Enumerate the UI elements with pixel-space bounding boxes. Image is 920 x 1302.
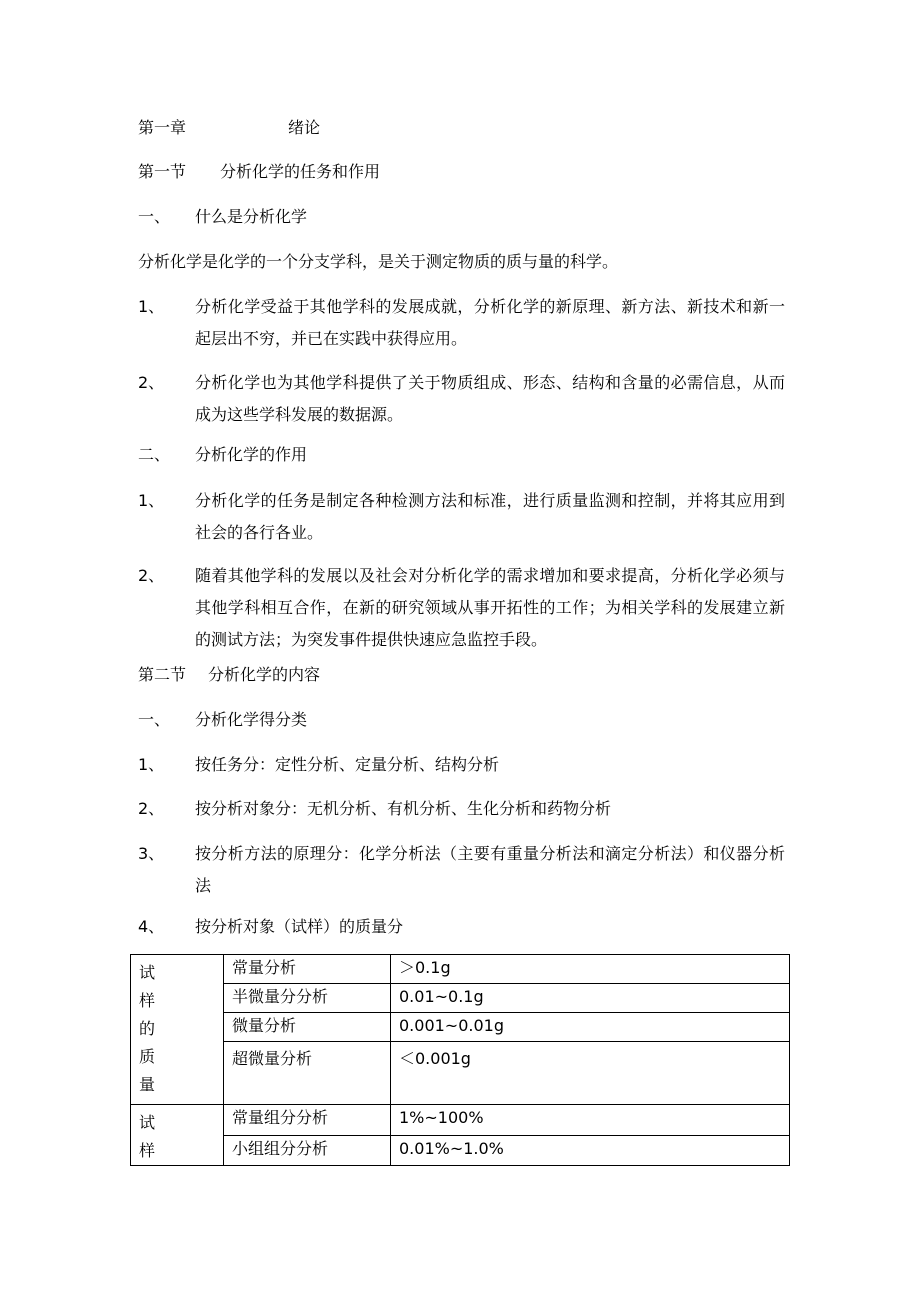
table-cell-name: 超微量分析 (224, 1042, 391, 1105)
table-cell-name: 小组组分分析 (224, 1135, 391, 1166)
table-cell-value: 0.001~0.01g (391, 1013, 790, 1042)
section-2-heading (138, 664, 320, 686)
side-char: 试 (139, 963, 156, 982)
point-1-2-num: 2、 (138, 373, 165, 392)
table-row (131, 1135, 790, 1166)
class-item-4-num: 4、 (138, 917, 165, 936)
section-2-sub-1-num: 一、 (138, 710, 171, 729)
table-cell-value: 0.01%~1.0% (391, 1135, 790, 1166)
point-2-1-num: 1、 (138, 491, 165, 510)
point-2-2-num: 2、 (138, 566, 165, 585)
point-1-1-num: 1、 (138, 297, 165, 316)
table-cell-name: 半微量分分析 (224, 984, 391, 1013)
section-1-heading (138, 161, 380, 183)
table-cell-name: 常量组分分析 (224, 1105, 391, 1136)
section-2-label: 第二节 (138, 665, 187, 684)
table-row (131, 1042, 790, 1105)
section-1-sub-1-num: 一、 (138, 207, 171, 226)
section-2-sub-1-title: 分析化学得分类 (195, 710, 308, 729)
section-1-label: 第一节 (138, 162, 187, 181)
side-char: 量 (139, 1075, 156, 1094)
table-cell-value: ＞0.1g (391, 955, 790, 984)
chapter-heading (138, 117, 320, 139)
side-char: 的 (139, 1019, 156, 1038)
point-1-1-text: 分析化学受益于其他学科的发展成就，分析化学的新原理、新方法、新技术和新一起层出不穷，并已在实践中获得应用。 (195, 297, 785, 348)
section-1-sub-1-title: 什么是分析化学 (195, 207, 308, 226)
point-1-2-text: 分析化学也为其他学科提供了关于物质组成、形态、结构和含量的必需信息，从而成为这些学科发展的数据源。 (195, 373, 785, 424)
table-row (131, 955, 790, 984)
table-cell-name: 微量分析 (224, 1013, 391, 1042)
side-char: 试 (139, 1113, 156, 1132)
side-char: 质 (139, 1047, 156, 1066)
table-cell-value: 0.01~0.1g (391, 984, 790, 1013)
section-1-sub-2-title: 分析化学的作用 (195, 445, 308, 464)
point-2-1-text: 分析化学的任务是制定各种检测方法和标准，进行质量监测和控制，并将其应用到社会的各行各业。 (195, 491, 785, 542)
table-cell-value: ＜0.001g (391, 1042, 790, 1105)
class-item-1-num: 1、 (138, 755, 165, 774)
class-item-3-num: 3、 (138, 844, 165, 863)
class-item-3-text: 按分析方法的原理分：化学分析法（主要有重量分析法和滴定分析法）和仪器分析法 (195, 844, 785, 895)
definition-text: 分析化学是化学的一个分支学科，是关于测定物质的质与量的科学。 (138, 252, 619, 271)
sample-mass-table (130, 954, 790, 1166)
class-item-2-num: 2、 (138, 799, 165, 818)
section-2-title: 分析化学的内容 (208, 665, 321, 684)
table-cell-value: 1%~100% (391, 1105, 790, 1136)
class-item-4-text: 按分析对象（试样）的质量分 (195, 917, 404, 936)
table-row (131, 984, 790, 1013)
point-2-2-text: 随着其他学科的发展以及社会对分析化学的需求增加和要求提高，分析化学必须与其他学科相互合作，在新的研究领域从事开拓性的工作；为相关学科的发展建立新的测试方法；为突发事件提供快速应急监控手段。 (195, 566, 785, 649)
table-row (131, 1105, 790, 1136)
section-1-title: 分析化学的任务和作用 (220, 162, 381, 181)
chapter-label: 第一章 (138, 118, 187, 137)
side-char: 样 (139, 1141, 156, 1160)
chapter-title: 绪论 (288, 118, 321, 137)
table-row (131, 1013, 790, 1042)
section-1-sub-2-num: 二、 (138, 445, 171, 464)
group-1-side-label (131, 955, 224, 1105)
group-2-side-label (131, 1105, 224, 1166)
class-item-1-text: 按任务分：定性分析、定量分析、结构分析 (195, 755, 500, 774)
table-cell-name: 常量分析 (224, 955, 391, 984)
side-char: 样 (139, 991, 156, 1010)
class-item-2-text: 按分析对象分：无机分析、有机分析、生化分析和药物分析 (195, 799, 612, 818)
